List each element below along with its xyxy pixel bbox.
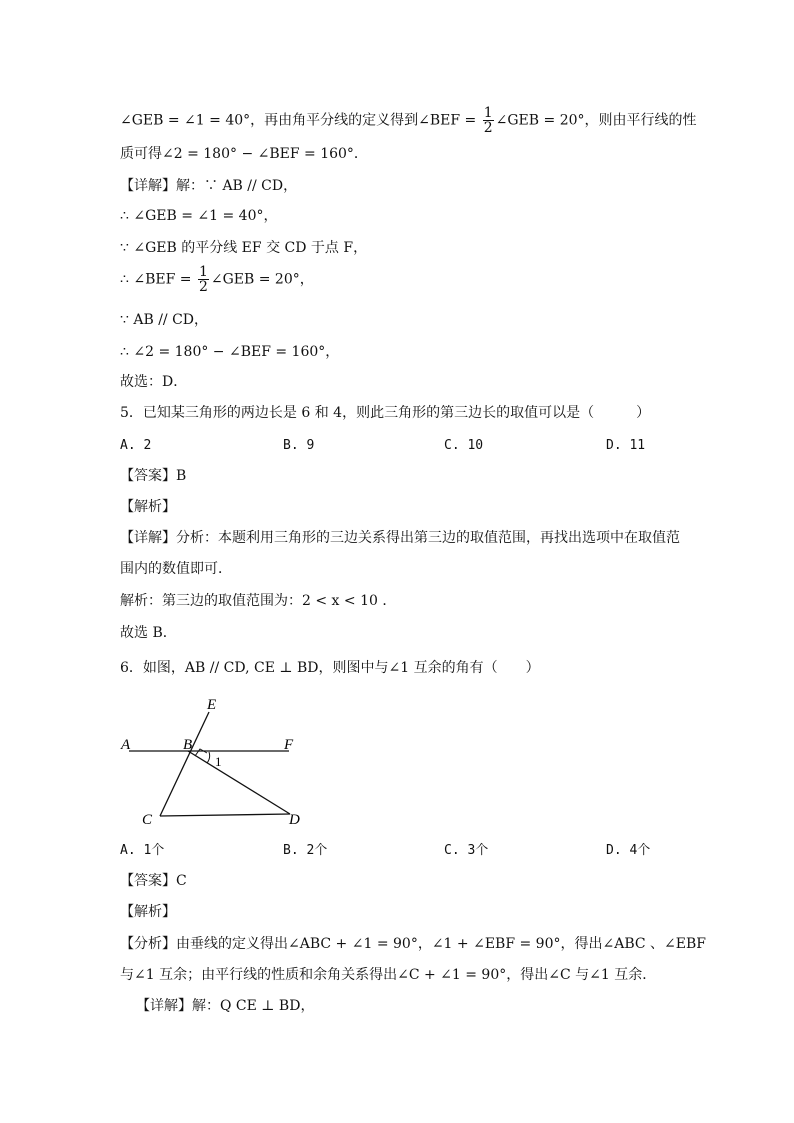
text-line: ∵ ∠GEB 的平分线 EF 交 CD 于点 F， xyxy=(120,240,368,256)
question-6-stem: 6．如图，AB // CD, CE ⊥ BD，则图中与∠1 互余的角有（ ） xyxy=(120,660,540,676)
q5-option-a: A. 2 xyxy=(120,438,152,453)
q6-analysis-title: 【解析】 xyxy=(120,904,176,920)
text-segment: ∴ ∠BEF = xyxy=(120,271,196,288)
q6-analysis-line: 与∠1 互余；由平行线的性质和余角关系得出∠C + ∠1 = 90°，得出∠C 与∠1 互余． xyxy=(120,967,657,983)
text-line: ∵ AB // CD， xyxy=(120,312,209,328)
line-be xyxy=(160,712,209,816)
text-line: ∴ ∠GEB = ∠1 = 40°， xyxy=(120,208,278,224)
q6-analysis-line: 【分析】由垂线的定义得出∠ABC + ∠1 = 90°，∠1 + ∠EBF = 90°，得出∠ABC 、∠EBF xyxy=(120,936,706,952)
text-segment: ∠GEB = 20°， xyxy=(210,271,314,288)
text-line: ∴ ∠2 = 180° − ∠BEF = 160°， xyxy=(120,344,340,360)
line-cd xyxy=(160,814,290,816)
text-line: 【详解】解：∵ AB // CD， xyxy=(120,178,298,194)
label-d: D xyxy=(289,812,300,828)
text-line xyxy=(120,265,314,294)
label-c: C xyxy=(142,812,153,828)
q5-option-d: D. 11 xyxy=(606,438,646,453)
fraction-numerator: 1 xyxy=(198,264,208,280)
q6-option-a: A. 1个 xyxy=(120,843,165,858)
label-b: B xyxy=(183,737,193,753)
line-bd xyxy=(188,751,290,814)
q5-detail-line: 围内的数值即可． xyxy=(120,561,232,577)
q5-detail-line: 解析：第三边的取值范围为：2 < x < 10 ． xyxy=(120,593,397,609)
fraction-denominator: 2 xyxy=(483,120,493,136)
fraction-denominator: 2 xyxy=(198,279,208,295)
q5-option-c: C. 10 xyxy=(444,438,484,453)
q6-answer: 【答案】C xyxy=(120,873,187,889)
q6-option-c: C. 3个 xyxy=(444,843,489,858)
q5-option-b: B. 9 xyxy=(283,438,315,453)
question-5-stem: 5．已知某三角形的两边长是 6 和 4，则此三角形的第三边长的取值可以是（ ） xyxy=(120,405,651,421)
label-f: F xyxy=(284,737,294,753)
q6-option-d: D. 4个 xyxy=(606,843,651,858)
text-line: 故选：D． xyxy=(120,374,188,390)
label-1: 1 xyxy=(215,754,222,769)
right-angle-mark xyxy=(195,749,207,756)
text-line xyxy=(120,106,697,135)
q5-choice: 故选 B． xyxy=(120,625,177,641)
fraction-numerator: 1 xyxy=(483,105,493,121)
q5-analysis-title: 【解析】 xyxy=(120,499,176,515)
q6-option-b: B. 2个 xyxy=(283,843,328,858)
text-line: 质可得∠2 = 180° − ∠BEF = 160°． xyxy=(120,146,368,162)
q5-detail-line: 【详解】分析：本题利用三角形的三边关系得出第三边的取值范围，再找出选项中在取值范 xyxy=(120,530,680,546)
q5-answer: 【答案】B xyxy=(120,468,187,484)
label-a: A xyxy=(121,737,131,753)
fraction xyxy=(198,265,209,294)
text-segment: ∠GEB = 20°，则由平行线的性 xyxy=(495,112,697,129)
fraction xyxy=(483,106,494,135)
label-e: E xyxy=(207,697,217,713)
angle-1-arc xyxy=(207,752,210,763)
q6-detail-line: 【详解】解：Q CE ⊥ BD， xyxy=(136,998,315,1014)
geometry-figure xyxy=(115,692,315,832)
text-segment: ∠GEB = ∠1 = 40°，再由角平分线的定义得到∠BEF = xyxy=(120,112,481,129)
